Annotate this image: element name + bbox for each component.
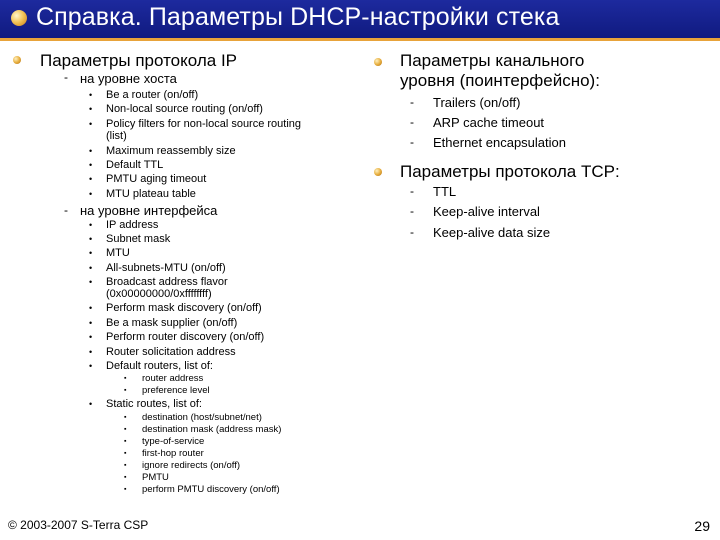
router-sub-item: preference level	[142, 385, 210, 396]
bullet-icon: •	[89, 361, 93, 371]
link-item: ARP cache timeout	[433, 115, 545, 130]
dash-marker: -	[410, 184, 414, 198]
bullet-icon: •	[89, 234, 93, 244]
iface-item: IP address	[106, 219, 159, 231]
router-sub-item: router address	[142, 373, 204, 384]
host-item: Maximum reassembly size	[106, 145, 236, 157]
iface-item: Perform mask discovery (on/off)	[106, 302, 262, 314]
iface-item: Perform router discovery (on/off)	[106, 331, 265, 343]
static-routes-label: Static routes, list of:	[106, 398, 202, 410]
bullet-icon: •	[89, 399, 93, 409]
footer-copyright: © 2003-2007 S-Terra CSP	[8, 518, 149, 532]
link-heading: Параметры канального	[400, 51, 585, 70]
iface-item: Be a mask supplier (on/off)	[106, 317, 238, 329]
bullet-icon: •	[89, 347, 93, 357]
static-sub-item: perform PMTU discovery (on/off)	[142, 484, 280, 495]
dash-marker: -	[410, 135, 414, 149]
bullet-icon	[11, 10, 27, 26]
bullet-icon: ▪	[124, 375, 127, 382]
iface-item: (0x00000000/0xffffffff)	[106, 288, 212, 300]
iface-item: Broadcast address flavor	[106, 276, 228, 288]
bullet-icon: •	[89, 174, 93, 184]
bullet-icon: •	[89, 146, 93, 156]
static-sub-item: first-hop router	[142, 448, 204, 459]
page-number: 29	[694, 518, 710, 534]
static-sub-item: ignore redirects (on/off)	[142, 460, 241, 471]
bullet-icon: •	[89, 332, 93, 342]
iface-item: All-subnets-MTU (on/off)	[106, 262, 226, 274]
tcp-item: Keep-alive data size	[433, 225, 551, 240]
bullet-icon: •	[89, 189, 93, 199]
link-item: Trailers (on/off)	[433, 95, 521, 110]
bullet-icon: •	[89, 90, 93, 100]
dash-marker: -	[410, 95, 414, 109]
host-item: PMTU aging timeout	[106, 173, 207, 185]
tcp-heading: Параметры протокола TCP:	[400, 162, 620, 181]
bullet-icon: •	[89, 220, 93, 230]
bullet-icon: ▪	[124, 462, 127, 469]
dash-marker: -	[410, 204, 414, 218]
interface-level-label: на уровне интерфейса	[80, 203, 218, 218]
host-item: Default TTL	[106, 159, 164, 171]
bullet-icon: •	[89, 248, 93, 258]
host-item: Be a router (on/off)	[106, 89, 199, 101]
bullet-icon: •	[89, 119, 93, 129]
bullet-icon: •	[89, 160, 93, 170]
title-underline	[0, 38, 720, 41]
bullet-icon: ▪	[124, 414, 127, 421]
bullet-icon: •	[89, 277, 93, 287]
bullet-icon: ▪	[124, 486, 127, 493]
host-item: (list)	[106, 130, 127, 142]
tcp-item: Keep-alive interval	[433, 204, 540, 219]
bullet-icon: •	[89, 318, 93, 328]
bullet-icon: ▪	[124, 387, 127, 394]
bullet-icon	[13, 56, 21, 64]
bullet-icon: ▪	[124, 426, 127, 433]
bullet-icon	[374, 58, 382, 66]
dash-marker: -	[64, 70, 68, 84]
host-item: Policy filters for non-local source routing	[106, 118, 302, 130]
bullet-icon	[374, 168, 382, 176]
slide-title: Справка. Параметры DHCP-настройки стека	[36, 3, 560, 31]
dash-marker: -	[410, 115, 414, 129]
host-item: MTU plateau table	[106, 188, 196, 200]
bullet-icon: ▪	[124, 450, 127, 457]
static-sub-item: PMTU	[142, 472, 169, 483]
bullet-icon: •	[89, 303, 93, 313]
static-sub-item: destination (host/subnet/net)	[142, 412, 262, 423]
host-item: Non-local source routing (on/off)	[106, 103, 263, 115]
dash-marker: -	[410, 225, 414, 239]
bullet-icon: •	[89, 104, 93, 114]
iface-item: MTU	[106, 247, 130, 259]
static-sub-item: type-of-service	[142, 436, 205, 447]
host-level-label: на уровне хоста	[80, 71, 177, 86]
static-sub-item: destination mask (address mask)	[142, 424, 282, 435]
tcp-item: TTL	[433, 184, 457, 199]
bullet-icon: •	[89, 263, 93, 273]
link-heading: уровня (поинтерфейсно):	[400, 71, 600, 90]
iface-item: Default routers, list of:	[106, 360, 213, 372]
iface-item: Subnet mask	[106, 233, 171, 245]
link-item: Ethernet encapsulation	[433, 135, 566, 150]
iface-item: Router solicitation address	[106, 346, 236, 358]
dash-marker: -	[64, 203, 68, 217]
bullet-icon: ▪	[124, 438, 127, 445]
title-bar	[0, 0, 720, 38]
ip-heading: Параметры протокола IP	[40, 51, 238, 70]
bullet-icon: ▪	[124, 474, 127, 481]
